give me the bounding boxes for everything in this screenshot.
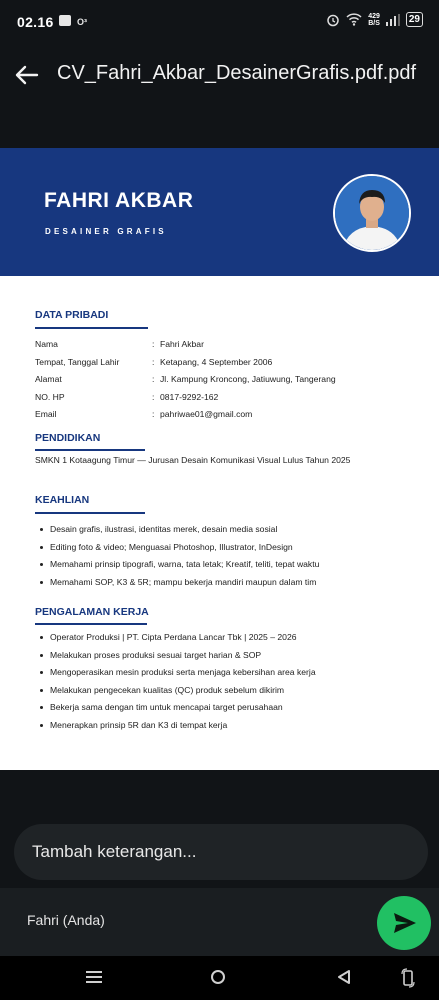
- alarm-icon: [326, 13, 340, 27]
- recent-apps-button[interactable]: [86, 970, 102, 984]
- rotate-screen-button[interactable]: [401, 968, 415, 988]
- section-heading-experience: PENGALAMAN KERJA: [35, 606, 149, 618]
- clock: 02.16: [17, 14, 54, 30]
- cv-name: FAHRI AKBAR: [44, 189, 194, 212]
- notification-app-icon: [59, 15, 71, 26]
- row-value: Jl. Kampung Kroncong, Jatiuwung, Tangerang: [160, 374, 336, 384]
- personal-row: Email : pahriwae01@gmail.com: [35, 409, 253, 419]
- list-item: Operator Produksi | PT. Cipta Perdana Lancar Tbk | 2025 – 2026: [40, 632, 316, 650]
- back-button[interactable]: [12, 60, 42, 90]
- list-item: Desain grafis, ilustrasi, identitas merek, desain media sosial: [40, 524, 319, 542]
- person-photo-icon: [335, 176, 409, 250]
- row-label: Email: [35, 409, 57, 419]
- arrow-left-icon: [12, 60, 42, 90]
- list-item: Bekerja sama dengan tim untuk mencapai target perusahaan: [40, 702, 316, 720]
- list-item: Editing foto & video; Menguasai Photoshop, Illustrator, InDesign: [40, 542, 319, 560]
- pdf-preview[interactable]: [0, 148, 439, 770]
- nav-back-button[interactable]: [337, 969, 351, 985]
- row-label: Nama: [35, 339, 58, 349]
- list-item: Mengoperasikan mesin produksi serta menjaga kebersihan area kerja: [40, 667, 316, 685]
- row-value: 0817-9292-162: [160, 392, 219, 402]
- caption-placeholder: Tambah keterangan...: [32, 842, 197, 861]
- network-speed-value: 429: [368, 12, 380, 20]
- notification-label: O³: [77, 17, 87, 27]
- experience-list: [40, 632, 316, 738]
- send-icon: [377, 896, 431, 950]
- list-item: Memahami SOP, K3 & 5R; mampu bekerja mandiri maupun dalam tim: [40, 577, 319, 595]
- row-label: Alamat: [35, 374, 62, 384]
- list-item: Menerapkan prinsip 5R dan K3 di tempat kerja: [40, 720, 316, 738]
- section-heading-education: PENDIDIKAN: [35, 432, 101, 444]
- section-heading-skills: KEAHLIAN: [35, 494, 90, 506]
- status-bar: [0, 0, 439, 44]
- document-title: CV_Fahri_Akbar_DesainerGrafis.pdf.pdf: [57, 62, 417, 84]
- cv-role: DESAINER GRAFIS: [45, 227, 167, 236]
- rotate-icon: [401, 968, 415, 988]
- personal-row: NO. HP : 0817-9292-162: [35, 392, 219, 402]
- wifi-icon: [346, 13, 362, 26]
- network-speed: [368, 13, 380, 27]
- cv-header: [0, 148, 439, 276]
- skills-list: [40, 524, 319, 594]
- section-underline: [35, 327, 148, 329]
- row-label: Tempat, Tanggal Lahir: [35, 357, 120, 367]
- triangle-back-icon: [337, 969, 351, 985]
- top-app-bar: [0, 44, 439, 106]
- send-button[interactable]: [377, 896, 431, 950]
- recipient-name: Fahri (Anda): [27, 912, 105, 928]
- caption-input[interactable]: [14, 824, 428, 880]
- network-speed-unit: B/S: [368, 19, 380, 27]
- row-value: Ketapang, 4 September 2006: [160, 357, 273, 367]
- status-icons: [326, 12, 423, 27]
- personal-row: Nama : Fahri Akbar: [35, 339, 204, 349]
- list-item: Melakukan pengecekan kualitas (QC) produk sebelum dikirim: [40, 685, 316, 703]
- personal-row: Alamat : Jl. Kampung Kroncong, Jatiuwung, Tangerang: [35, 374, 336, 384]
- battery-indicator: 29: [406, 12, 423, 27]
- list-item: Memahami prinsip tipografi, warna, tata letak; Kreatif, teliti, tepat waktu: [40, 559, 319, 577]
- system-navigation-bar: [0, 956, 439, 1000]
- section-underline: [35, 449, 145, 451]
- row-value: Fahri Akbar: [160, 339, 204, 349]
- signal-icon: [386, 14, 400, 26]
- recipient-bar: [0, 888, 439, 956]
- menu-icon: [86, 970, 102, 984]
- section-underline: [35, 623, 147, 625]
- education-text: SMKN 1 Kotaagung Timur — Jurusan Desain Komunikasi Visual Lulus Tahun 2025: [35, 455, 351, 465]
- personal-row: Tempat, Tanggal Lahir : Ketapang, 4 September 2006: [35, 357, 273, 367]
- section-heading-personal: DATA PRIBADI: [35, 309, 109, 321]
- row-value: pahriwae01@gmail.com: [160, 409, 253, 419]
- row-label: NO. HP: [35, 392, 65, 402]
- list-item: Melakukan proses produksi sesuai target harian & SOP: [40, 650, 316, 668]
- home-button[interactable]: [211, 970, 225, 984]
- section-underline: [35, 512, 145, 514]
- profile-photo: [333, 174, 411, 252]
